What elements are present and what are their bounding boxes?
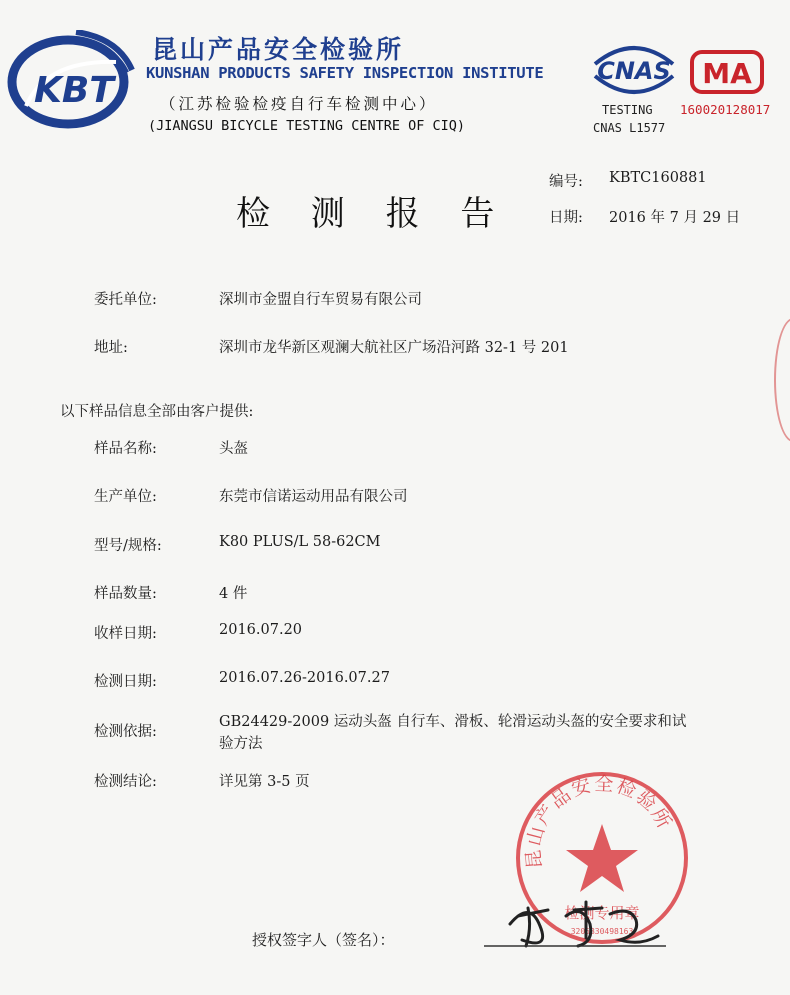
test-basis-label: 检测依据: [94,724,157,740]
test-basis-value-line2: 验方法 [219,736,263,752]
institute-name-en: KUNSHAN PRODUCTS SAFETY INSPECTION INSTITUTE [146,64,544,82]
report-title: 检 测 报 告 [236,194,510,234]
centre-name-en: (JIANGSU BICYCLE TESTING CENTRE OF CIQ) [148,118,465,134]
stamp-text: 昆山产品安全检验所 [522,773,677,870]
address-label: 地址: [94,340,128,356]
received-date-label: 收样日期: [94,626,157,642]
stamp-sub: 检测专用章 [564,904,640,922]
client-info-intro: 以下样品信息全部由客户提供: [60,404,254,420]
quantity-value: 4 件 [219,586,248,602]
stamp-code: 3205830498163 [570,927,634,936]
conclusion-value: 详见第 3-5 页 [219,774,310,790]
kbt-logo [6,30,138,130]
cnas-logo-text: CNAS [597,57,671,85]
quantity-label: 样品数量: [94,586,157,602]
ma-logo-text: MA [702,57,752,90]
model-value: K80 PLUS/L 58-62CM [219,534,381,550]
test-basis-value-line1: GB24429-2009 运动头盔 自行车、滑板、轮滑运动头盔的安全要求和试 [219,714,687,730]
report-number: KBTC160881 [609,170,707,186]
ma-logo [690,50,764,94]
sample-name-value: 头盔 [219,441,248,457]
institute-name-cn: 昆山产品安全检验所 [152,35,405,64]
test-date-value: 2016.07.26-2016.07.27 [219,670,390,686]
cnas-logo [585,38,683,102]
sample-name-label: 样品名称: [94,441,157,457]
kbt-logo-text: KBT [34,70,114,111]
entrust-label: 委托单位: [94,292,157,308]
edge-stamp-mark [774,318,790,442]
model-label: 型号/规格: [94,538,162,554]
handwritten-signature [470,880,670,960]
ma-number: 160020128017 [680,102,771,117]
report-number-label: 编号: [549,174,583,190]
address-value: 深圳市龙华新区观澜大航社区广场沿河路 32-1 号 201 [219,340,569,356]
producer-label: 生产单位: [94,489,157,505]
entrust-value: 深圳市金盟自行车贸易有限公司 [219,292,422,308]
signatory-label: 授权签字人（签名）： [252,931,395,949]
producer-value: 东莞市信诺运动用品有限公司 [219,489,408,505]
cnas-number: CNAS L1577 [593,121,666,135]
cnas-testing: TESTING [602,103,653,117]
received-date-value: 2016.07.20 [219,622,303,638]
centre-name-cn: （江苏检验检疫自行车检测中心） [160,95,438,113]
conclusion-label: 检测结论: [94,774,157,790]
report-date: 2016 年 7 月 29 日 [609,210,741,226]
test-date-label: 检测日期: [94,674,157,690]
report-date-label: 日期: [549,210,583,226]
